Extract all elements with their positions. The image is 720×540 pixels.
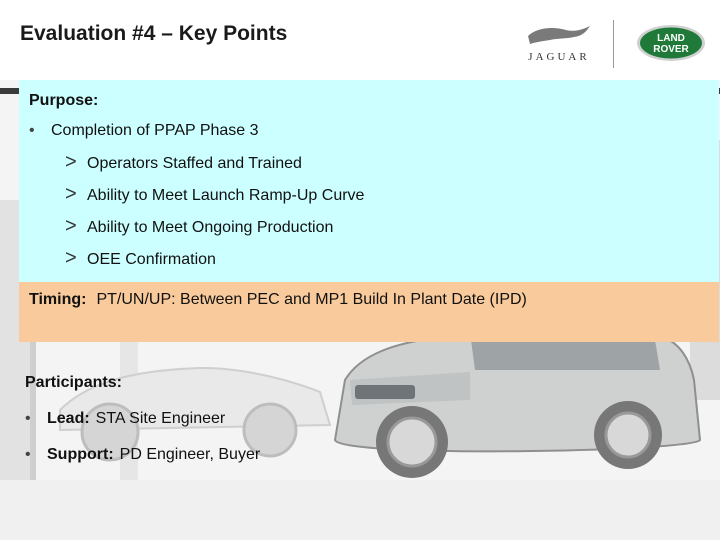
participant-lead	[25, 410, 225, 428]
sub-item-text: Ability to Meet Launch Ramp-Up Curve	[87, 187, 365, 204]
sub-item-text: Ability to Meet Ongoing Production	[87, 219, 334, 236]
purpose-section	[19, 80, 719, 282]
leaping-jaguar-icon	[528, 26, 590, 44]
purpose-label: Purpose:	[29, 92, 99, 109]
timing-section	[19, 282, 719, 342]
sub-item-text: OEE Confirmation	[87, 251, 216, 268]
jaguar-logo	[522, 22, 596, 64]
sub-item-text: Operators Staffed and Trained	[87, 155, 302, 172]
list-item	[65, 151, 302, 173]
participant-role: Support:	[47, 446, 114, 463]
jaguar-wordmark: JAGUAR	[528, 51, 590, 63]
land-rover-line1: LAND	[657, 33, 685, 44]
list-item	[65, 183, 365, 205]
bullet-dot-icon: •	[25, 410, 31, 427]
timing-label: Timing:	[29, 291, 87, 308]
participants-label: Participants:	[25, 374, 122, 391]
list-item	[65, 247, 216, 269]
participant-role: Lead:	[47, 410, 90, 427]
page-title: Evaluation #4 – Key Points	[20, 22, 288, 45]
land-rover-line2: ROVER	[653, 44, 689, 55]
chevron-right-icon: >	[65, 215, 77, 237]
land-rover-logo	[636, 24, 706, 62]
participant-support	[25, 446, 260, 464]
bullet-dot-icon: •	[29, 122, 35, 139]
list-item	[65, 215, 334, 237]
chevron-right-icon: >	[65, 247, 77, 269]
timing-line	[29, 291, 527, 309]
logo-divider	[613, 20, 614, 68]
participant-value: PD Engineer, Buyer	[119, 446, 261, 463]
chevron-right-icon: >	[65, 183, 77, 205]
bullet-dot-icon: •	[25, 446, 31, 463]
chevron-right-icon: >	[65, 151, 77, 173]
purpose-bullet-text: Completion of PPAP Phase 3	[51, 122, 259, 139]
purpose-bullet	[29, 122, 259, 140]
timing-text: PT/UN/UP: Between PEC and MP1 Build In Plant Date (IPD)	[96, 291, 527, 308]
participant-value: STA Site Engineer	[95, 410, 226, 427]
